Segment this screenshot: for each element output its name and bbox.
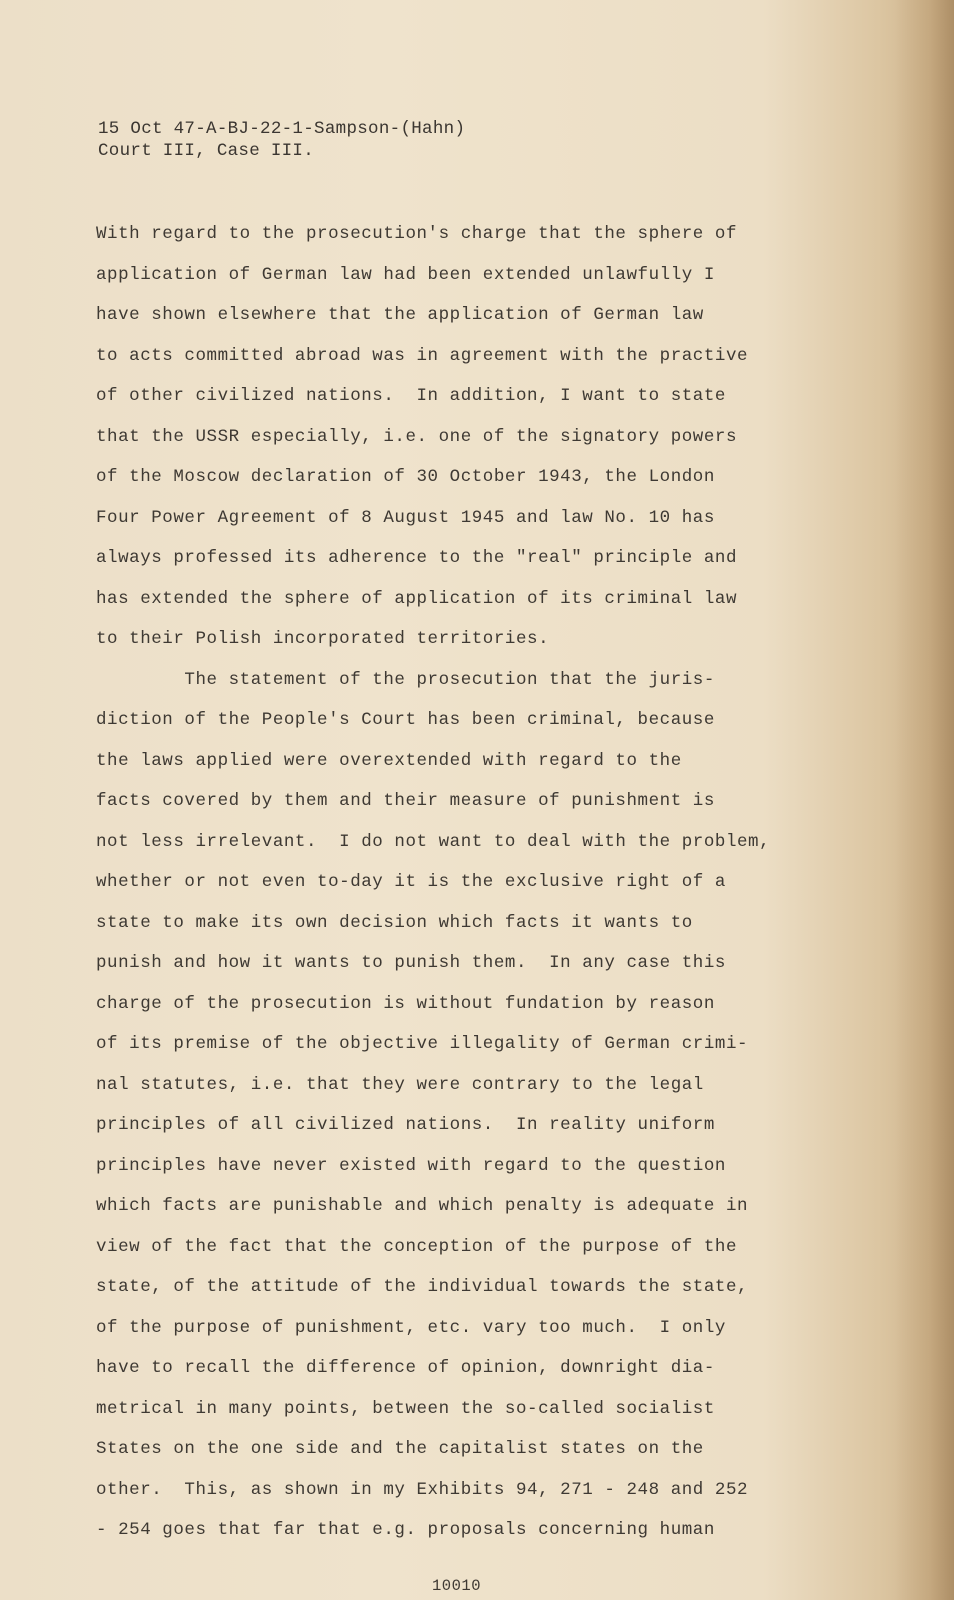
text-line: facts covered by them and their measure of punishment is [96, 791, 715, 811]
text-line: whether or not even to-day it is the exclusive right of a [96, 872, 726, 892]
text-line: always professed its adherence to the "real" principle and [96, 548, 737, 568]
text-line: charge of the prosecution is without fundation by reason [96, 993, 715, 1014]
text-line: have shown elsewhere that the application of German law [96, 305, 704, 325]
text-line: of the Moscow declaration of 30 October 1943, the London [96, 467, 715, 487]
header-reference-line: 15 Oct 47-A-BJ-22-1-Sampson-(Hahn) [98, 119, 466, 139]
text-line: of its premise of the objective illegality of German crimi- [96, 1034, 749, 1054]
text-line: principles of all civilized nations. In reality uniform [96, 1115, 715, 1135]
text-line: Four Power Agreement of 8 August 1945 and law No. 10 has [96, 507, 715, 528]
text-line: States on the one side and the capitalist states on the [96, 1439, 704, 1459]
text-line: view of the fact that the conception of the purpose of the [96, 1236, 737, 1257]
text-line: to acts committed abroad was in agreement with the practive [96, 345, 749, 366]
text-line: the laws applied were overextended with regard to the [96, 750, 682, 771]
page-edge-shadow [894, 0, 954, 1600]
text-line: nal statutes, i.e. that they were contrary to the legal [96, 1074, 704, 1095]
text-line: not less irrelevant. I do not want to deal with the problem, [96, 831, 771, 852]
text-line: state, of the attitude of the individual towards the state, [96, 1277, 749, 1297]
page-number: 10010 [432, 1577, 482, 1595]
text-line: to their Polish incorporated territories. [96, 629, 550, 649]
text-line: other. This, as shown in my Exhibits 94, 271 - 248 and 252 [96, 1479, 749, 1500]
text-line: that the USSR especially, i.e. one of the signatory powers [96, 426, 737, 447]
text-line: application of German law had been extended unlawfully I [96, 264, 715, 285]
text-line: punish and how it wants to punish them. In any case this [96, 953, 726, 973]
text-line: of other civilized nations. In addition, I want to state [96, 386, 726, 406]
text-line: state to make its own decision which facts it wants to [96, 912, 693, 933]
text-line: have to recall the difference of opinion, downright dia- [96, 1358, 715, 1378]
header-court-line: Court III, Case III. [98, 141, 315, 161]
document-header [98, 118, 465, 162]
text-line: which facts are punishable and which penalty is adequate in [96, 1196, 749, 1216]
text-line: The statement of the prosecution that the juris- [96, 669, 715, 690]
text-line: With regard to the prosecution's charge that the sphere of [96, 224, 737, 244]
text-line: of the purpose of punishment, etc. vary too much. I only [96, 1317, 726, 1338]
text-line: metrical in many points, between the so-called socialist [96, 1398, 715, 1419]
text-line: principles have never existed with regard to the question [96, 1155, 726, 1176]
text-line: has extended the sphere of application of its criminal law [96, 588, 737, 609]
text-line: - 254 goes that far that e.g. proposals concerning human [96, 1520, 715, 1540]
text-line: diction of the People's Court has been criminal, because [96, 710, 715, 730]
